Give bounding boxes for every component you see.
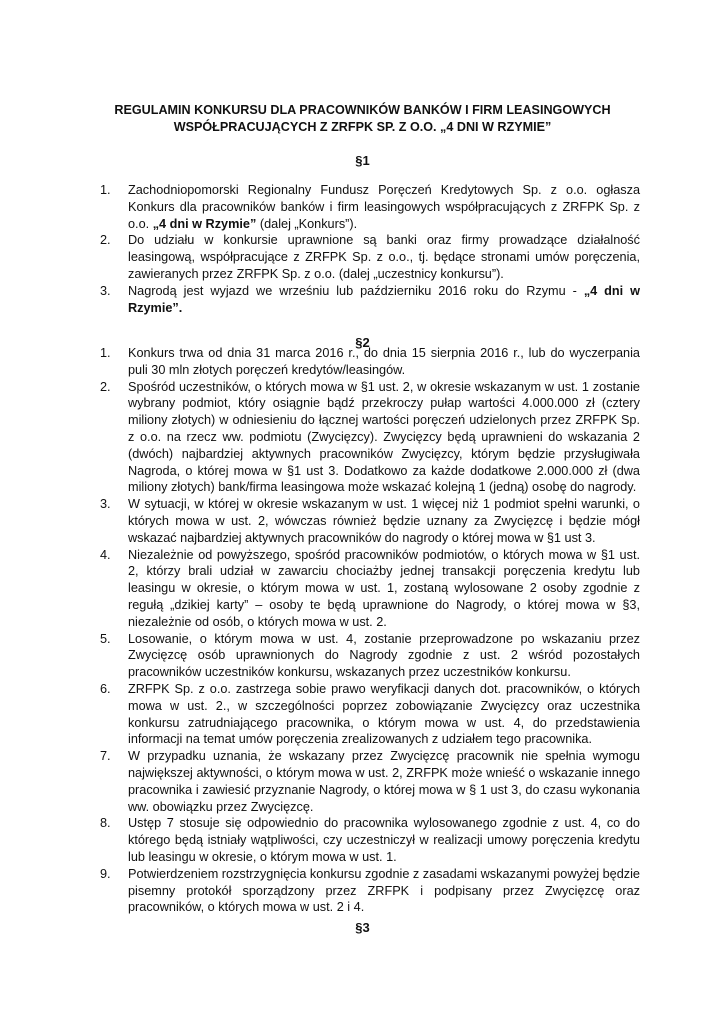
item-text: Niezależnie od powyższego, spośród pracowników podmiotów, o których mowa w §1 ust. 2, którzy brali udział w zawarciu chociażby jednej transakcji poręczenia kredytu lub leasingu w okresie, o którym mowa w ust. 1, zostaną wylosowane 2 osoby zgodnie z regułą „dzikiej karty” – osoby te będą uprawnione do Nagrody, o której mowa w §3, niezależnie od osób, o których mowa w ust. 2.	[128, 547, 640, 629]
section-1-list	[100, 182, 640, 316]
list-item	[100, 283, 640, 317]
item-text-part: Nagrodą jest wyjazd we wrześniu lub październiku 2016 roku do Rzymu -	[128, 283, 584, 298]
document-title	[100, 102, 625, 136]
item-text	[128, 284, 640, 315]
item-text: Potwierdzeniem rozstrzygnięcia konkursu zgodnie z zasadami wskazanymi powyżej będzie pisemny protokół sporządzony przez ZRFPK i podpisany przez Zwycięzcę oraz pracowników, o których mowa w ust. 2 i 4.	[128, 866, 640, 915]
list-item	[100, 866, 640, 916]
item-text: W sytuacji, w której w okresie wskazanym w ust. 1 więcej niż 1 podmiot spełni warunki, o których mowa w ust. 2, wówczas również będzie uznany za Zwycięzcę i będzie mógł wskazać najbardziej aktywnych pracowników do nagrody o której mowa w §1 ust 3.	[128, 497, 640, 545]
section-1-heading: §1	[355, 153, 370, 168]
section-2-list	[100, 345, 640, 916]
item-text: Konkurs trwa od dnia 31 marca 2016 r., do dnia 15 sierpnia 2016 r., lub do wyczerpania puli 30 mln złotych poręczeń kredytów/leasingów.	[128, 346, 640, 377]
section-3-heading: §3	[355, 920, 370, 935]
item-number: 9.	[100, 866, 111, 881]
item-text: Losowanie, o którym mowa w ust. 4, zostanie przeprowadzone po wskazaniu przez Zwycięzcę osób uprawnionych do Nagrody zgodnie z ust. 2 wśród pozostałych pracowników uczestników konkursu, wskazanych przez uczestników konkursu.	[128, 631, 640, 680]
item-text: ZRFPK Sp. z o.o. zastrzega sobie prawo weryfikacji danych dot. pracowników, o których mowa w ust. 2., w szczególności poprzez zobowiązanie Zwycięzcy oraz uczestnika konkursu zatrudniającego pracownika, o którym mowa w ust. 4, do przedstawienia informacji na temat umów poręczenia zrealizowanych z udziałem tego pracownika.	[128, 681, 640, 747]
list-item	[100, 631, 640, 681]
list-item	[100, 379, 640, 497]
item-text-bold: „4 dni w Rzymie”	[152, 216, 257, 231]
item-text: Do udziału w konkursie uprawnione są banki oraz firmy prowadzące działalność leasingową, współpracujące z ZRFPK Sp. z o.o., tj. będące stronami umów poręczenia, zawieranych przez ZRFPK Sp. z o.o. (dalej „uczestnicy konkursu”).	[128, 233, 640, 281]
item-text-bold: „4 dni w Rzymie”.	[128, 283, 641, 315]
item-text: Spośród uczestników, o których mowa w §1 ust. 2, w okresie wskazanym w ust. 1 zostanie wybrany podmiot, który osiągnie bądź przekroczy pułap wartości 4.000.000 zł (cztery miliony złotych) w odniesieniu do łącznej wartości poręczeń udzielonych przez ZRFPK Sp. z o.o. na rzecz ww. podmiotu (Zwycięzcy). Zwycięzcy będą uprawnieni do wskazania 2 (dwóch) najbardziej aktywnych pracowników Zwycięzcy, którym będzie przysługiwała Nagroda, o której mowa w §1 ust 3. Dodatkowo za każde dodatkowe 2.000.000 zł (dwa miliony złotych) bank/firma leasingowa może wskazać kolejną 1 (jedną) osobę do nagrody.	[128, 379, 640, 495]
list-item	[100, 748, 640, 815]
item-number: 8.	[100, 816, 111, 831]
item-number: 1.	[100, 183, 111, 197]
item-number: 1.	[100, 346, 111, 360]
item-text: Ustęp 7 stosuje się odpowiednio do pracownika wylosowanego zgodnie z ust. 4, co do którego będą istniały wątpliwości, czy uczestniczył w realizacji umowy poręczenia kredytu lub leasingu w okresie, o którym mowa w ust. 1.	[128, 816, 640, 864]
item-number: 3.	[100, 283, 111, 298]
title-line-2: WSPÓŁPRACUJĄCYCH Z ZRFPK SP. Z O.O. „4 DNI W RZYMIE”	[173, 120, 552, 134]
item-text: W przypadku uznania, że wskazany przez Zwycięzcę pracownik nie spełnia wymogu największej aktywności, o którym mowa w ust. 2, ZRFPK może wnieść o wskazanie innego pracownika i zawiesić przyznanie Nagrody, o której mowa w § 1 ust 3, do czasu wykonania ww. obowiązku przez Zwycięzcę.	[128, 749, 640, 814]
title-line-1: REGULAMIN KONKURSU DLA PRACOWNIKÓW BANKÓW I FIRM LEASINGOWYCH	[114, 103, 611, 117]
list-item	[100, 496, 640, 546]
list-item	[100, 345, 640, 379]
item-text-part: (dalej „Konkurs”).	[256, 216, 358, 231]
item-number: 7.	[100, 749, 111, 764]
item-text	[128, 183, 640, 231]
item-text-part: Zachodniopomorski Regionalny Fundusz Poręczeń Kredytowych Sp. z o.o. ogłasza Konkurs dla pracowników banków i firm leasingowych współpracujących z ZRFPK Sp. z o.o.	[128, 183, 640, 231]
item-number: 5.	[100, 631, 111, 646]
list-item	[100, 681, 640, 748]
item-number: 3.	[100, 497, 111, 512]
section-2-heading: §2	[355, 335, 370, 350]
item-number: 2.	[100, 379, 111, 394]
list-item	[100, 547, 640, 631]
list-item	[100, 815, 640, 865]
item-number: 6.	[100, 681, 111, 696]
item-number: 4.	[100, 547, 111, 562]
item-number: 2.	[100, 233, 111, 248]
list-item	[100, 232, 640, 282]
list-item	[100, 182, 640, 232]
